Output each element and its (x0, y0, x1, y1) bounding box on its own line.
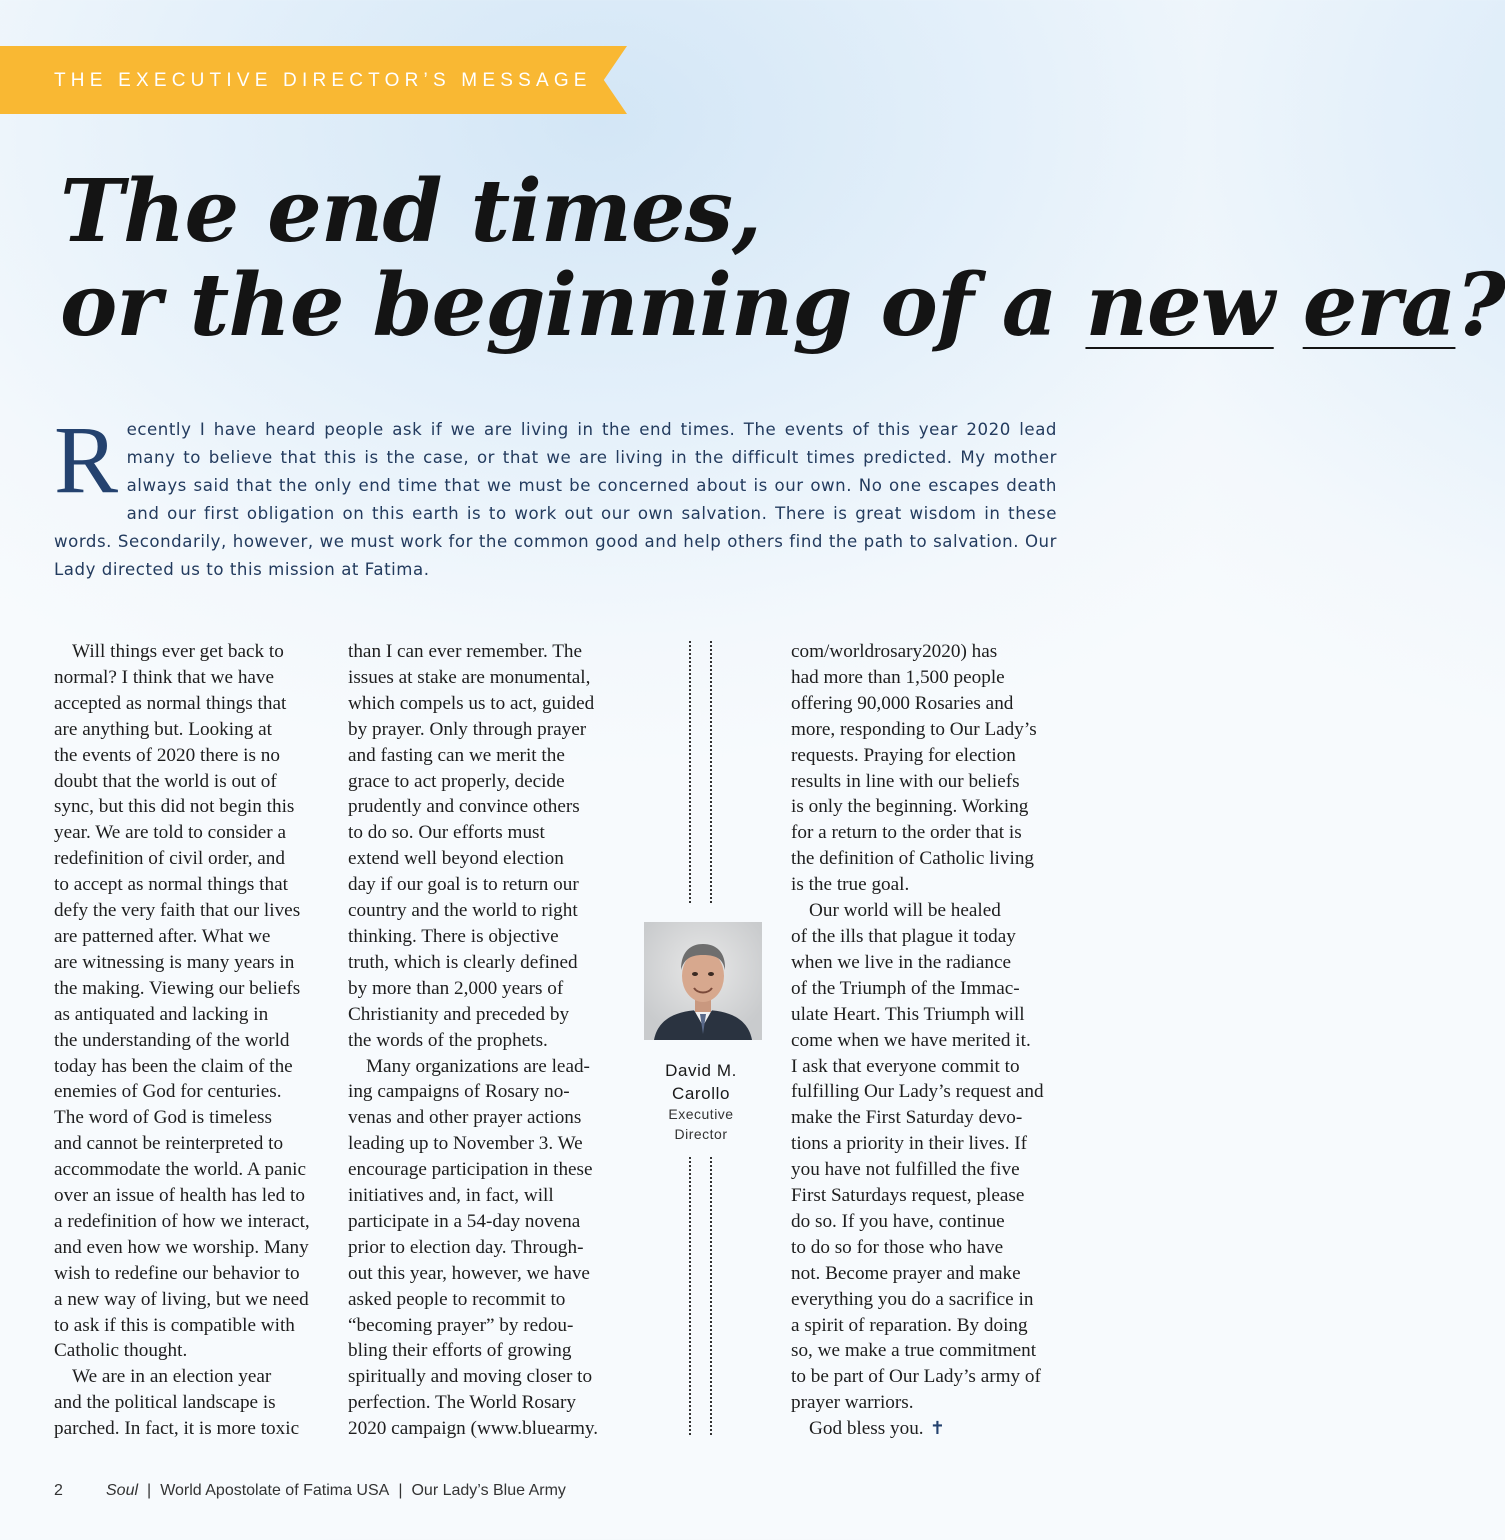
column-3-line: First Saturdays request, please (791, 1185, 1025, 1207)
column-3-line: tions a priority in their lives. If (791, 1133, 1028, 1155)
author-name (641, 1059, 761, 1105)
title-question-mark: ? (1455, 255, 1505, 356)
title-line-1: The end times, (60, 161, 761, 262)
column-1-line: over an issue of health has led to (54, 1185, 305, 1207)
column-2-line: Christianity and preceded by (348, 1003, 570, 1025)
cross-icon: ✝ (923, 1418, 945, 1440)
column-3-line: Our world will be healed (809, 900, 1001, 922)
column-1-line: parched. In fact, it is more toxic (54, 1418, 300, 1440)
column-2-line: out this year, however, we have (348, 1262, 590, 1284)
column-2-line: asked people to recommit to (348, 1288, 566, 1310)
column-2-line: by prayer. Only through prayer (348, 718, 587, 740)
author-role-line-2: Director (674, 1126, 728, 1142)
column-1-line: and cannot be reinterpreted to (54, 1133, 284, 1155)
column-2-line: bling their efforts of growing (348, 1340, 572, 1362)
column-2-line: ing campaigns of Rosary no- (348, 1081, 570, 1103)
column-2-line: day if our goal is to return our (348, 874, 579, 896)
column-3-line: offering 90,000 Rosaries and (791, 692, 1014, 714)
column-1-line: a new way of living, but we need (54, 1288, 309, 1310)
column-1-line: are anything but. Looking at (54, 718, 272, 740)
column-1-line: are patterned after. What we (54, 925, 271, 947)
column-3-line: come when we have merited it. (791, 1029, 1031, 1051)
column-1-line: enemies of God for centuries. (54, 1081, 282, 1103)
column-1-line: today has been the claim of the (54, 1055, 293, 1077)
column-2-line: participate in a 54-day novena (348, 1210, 581, 1232)
column-1-line: the understanding of the world (54, 1029, 290, 1051)
column-1-line: the making. Viewing our beliefs (54, 977, 301, 999)
column-1-line: the events of 2020 there is no (54, 744, 280, 766)
column-3-line: of the Triumph of the Immac- (791, 977, 1020, 999)
page-number: 2 (54, 1482, 63, 1499)
author-portrait (644, 922, 762, 1040)
column-3-line: a spirit of reparation. By doing (791, 1314, 1028, 1336)
column-1-line: accepted as normal things that (54, 692, 287, 714)
column-3-line: more, responding to Our Lady’s (791, 718, 1037, 740)
author-portrait-image (644, 922, 762, 1040)
dotted-divider-left-bottom (689, 1157, 691, 1435)
footer-tagline: Our Lady’s Blue Army (411, 1482, 566, 1499)
column-2-line: thinking. There is objective (348, 925, 559, 947)
footer-magazine-name: Soul (106, 1482, 139, 1499)
column-1-line: We are in an election year (72, 1366, 272, 1388)
column-3-line: I ask that everyone commit to (791, 1055, 1020, 1077)
column-3-line: do so. If you have, continue (791, 1210, 1005, 1232)
author-role (641, 1104, 761, 1144)
column-1-line: The word of God is timeless (54, 1107, 272, 1129)
footer-separator-1: | (147, 1482, 152, 1499)
column-2-line: by more than 2,000 years of (348, 977, 564, 999)
column-3-line: make the First Saturday devo- (791, 1107, 1023, 1129)
column-3-line: com/worldrosary2020) has (791, 641, 998, 662)
title-word-era: era (1302, 255, 1456, 356)
column-1-line: doubt that the world is out of (54, 770, 277, 792)
section-banner-label: THE EXECUTIVE DIRECTOR’S MESSAGE (54, 70, 592, 91)
column-3-line: God bless you. (809, 1418, 924, 1440)
column-1-line: as antiquated and lacking in (54, 1003, 269, 1025)
column-3-line: had more than 1,500 people (791, 666, 1005, 688)
title-word-new: new (1085, 255, 1274, 356)
column-2-line: which compels us to act, guided (348, 692, 595, 714)
column-3-line: results in line with our beliefs (791, 770, 1020, 792)
article-title (60, 161, 1505, 356)
column-2-line: spiritually and moving closer to (348, 1366, 593, 1388)
column-2-line: leading up to November 3. We (348, 1133, 583, 1155)
column-3-line: you have not fulfilled the five (791, 1159, 1020, 1181)
column-1-line: accommodate the world. A panic (54, 1159, 307, 1181)
column-1-line: sync, but this did not begin this (54, 796, 295, 818)
column-2-line: than I can ever remember. The (348, 641, 583, 662)
dotted-divider-right-bottom (710, 1157, 712, 1435)
column-1-line: to ask if this is compatible with (54, 1314, 295, 1336)
column-2-line: country and the world to right (348, 900, 578, 922)
column-3-line: when we live in the radiance (791, 951, 1012, 973)
column-2-line: perfection. The World Rosary (348, 1392, 576, 1414)
column-3-line: ulate Heart. This Triumph will (791, 1003, 1025, 1025)
author-name-line-1: David M. (665, 1061, 737, 1080)
column-1-line: normal? I think that we have (54, 666, 275, 688)
column-2-line: extend well beyond election (348, 848, 564, 870)
drop-cap: R (54, 406, 119, 513)
column-2-line: issues at stake are monumental, (348, 666, 591, 688)
column-3-line: prayer warriors. (791, 1392, 914, 1414)
page-footer (54, 1482, 566, 1500)
dotted-divider-left-top (689, 641, 691, 903)
column-2-line: grace to act properly, decide (348, 770, 565, 792)
column-2-line: initiatives and, in fact, will (348, 1185, 554, 1207)
column-1-line: Will things ever get back to (72, 641, 284, 662)
column-1-line: year. We are told to consider a (54, 822, 286, 844)
intro-text: ecently I have heard people ask if we are living in the end times. The events of this year 2020 lead many to believe that this is the case, or that we are living in the difficult times predicted. My mother always said that the only end time that we must be concerned about is our own. No one escapes death and our first obligation on this earth is to work out our own salvation. There is great wisdom in these words. Secondarily, however, we must work for the common good and help others find the path to salvation. Our Lady directed us to this mission at Fatima. (54, 420, 1057, 579)
title-line-2-start: or the beginning of a (60, 255, 1086, 356)
column-3-line: requests. Praying for election (791, 744, 1016, 766)
column-2-line: prudently and convince others (348, 796, 580, 818)
column-3-line: is the true goal. (791, 874, 910, 896)
column-3-line: to be part of Our Lady’s army of (791, 1366, 1041, 1388)
column-3-line: fulfilling Our Lady’s request and (791, 1081, 1044, 1103)
column-2-line: encourage participation in these (348, 1159, 593, 1181)
column-3-line: is only the beginning. Working (791, 796, 1029, 818)
column-1-line: Catholic thought. (54, 1340, 188, 1362)
footer-separator-2: | (398, 1482, 403, 1499)
column-3-line: of the ills that plague it today (791, 925, 1016, 947)
body-column-2 (348, 639, 618, 1442)
column-2-line: the words of the prophets. (348, 1029, 548, 1051)
column-2-line: prior to election day. Through- (348, 1236, 584, 1258)
column-2-line: venas and other prayer actions (348, 1107, 582, 1129)
column-3-line: everything you do a sacrifice in (791, 1288, 1034, 1310)
column-2-line: truth, which is clearly defined (348, 951, 578, 973)
column-1-line: and the political landscape is (54, 1392, 276, 1414)
column-1-line: redefinition of civil order, and (54, 848, 285, 870)
column-3-line: so, we make a true commitment (791, 1340, 1037, 1362)
column-1-line: defy the very faith that our lives (54, 900, 301, 922)
body-column-1 (54, 639, 324, 1442)
body-column-3 (791, 639, 1061, 1442)
author-name-line-2: Carollo (671, 1084, 731, 1103)
title-line-2 (60, 255, 1505, 356)
column-2-line: and fasting can we merit the (348, 744, 565, 766)
column-1-line: to accept as normal things that (54, 874, 288, 896)
column-1-line: are witnessing is many years in (54, 951, 295, 973)
column-2-line: “becoming prayer” by redou- (348, 1314, 574, 1336)
column-3-line: the definition of Catholic living (791, 848, 1035, 870)
column-3-line: not. Become prayer and make (791, 1262, 1021, 1284)
column-2-line: to do so. Our efforts must (348, 822, 545, 844)
column-1-line: wish to redefine our behavior to (54, 1262, 300, 1284)
dotted-divider-right-top (710, 641, 712, 903)
column-3-line: to do so for those who have (791, 1236, 1004, 1258)
column-2-line: Many organizations are lead- (366, 1055, 590, 1077)
author-role-line-1: Executive (668, 1106, 734, 1122)
intro-paragraph (54, 406, 1057, 583)
column-1-line: and even how we worship. Many (54, 1236, 309, 1258)
column-1-line: a redefinition of how we interact, (54, 1210, 310, 1232)
column-3-line: for a return to the order that is (791, 822, 1022, 844)
column-2-line: 2020 campaign (www.bluearmy. (348, 1418, 599, 1440)
footer-org-name: World Apostolate of Fatima USA (160, 1482, 390, 1499)
